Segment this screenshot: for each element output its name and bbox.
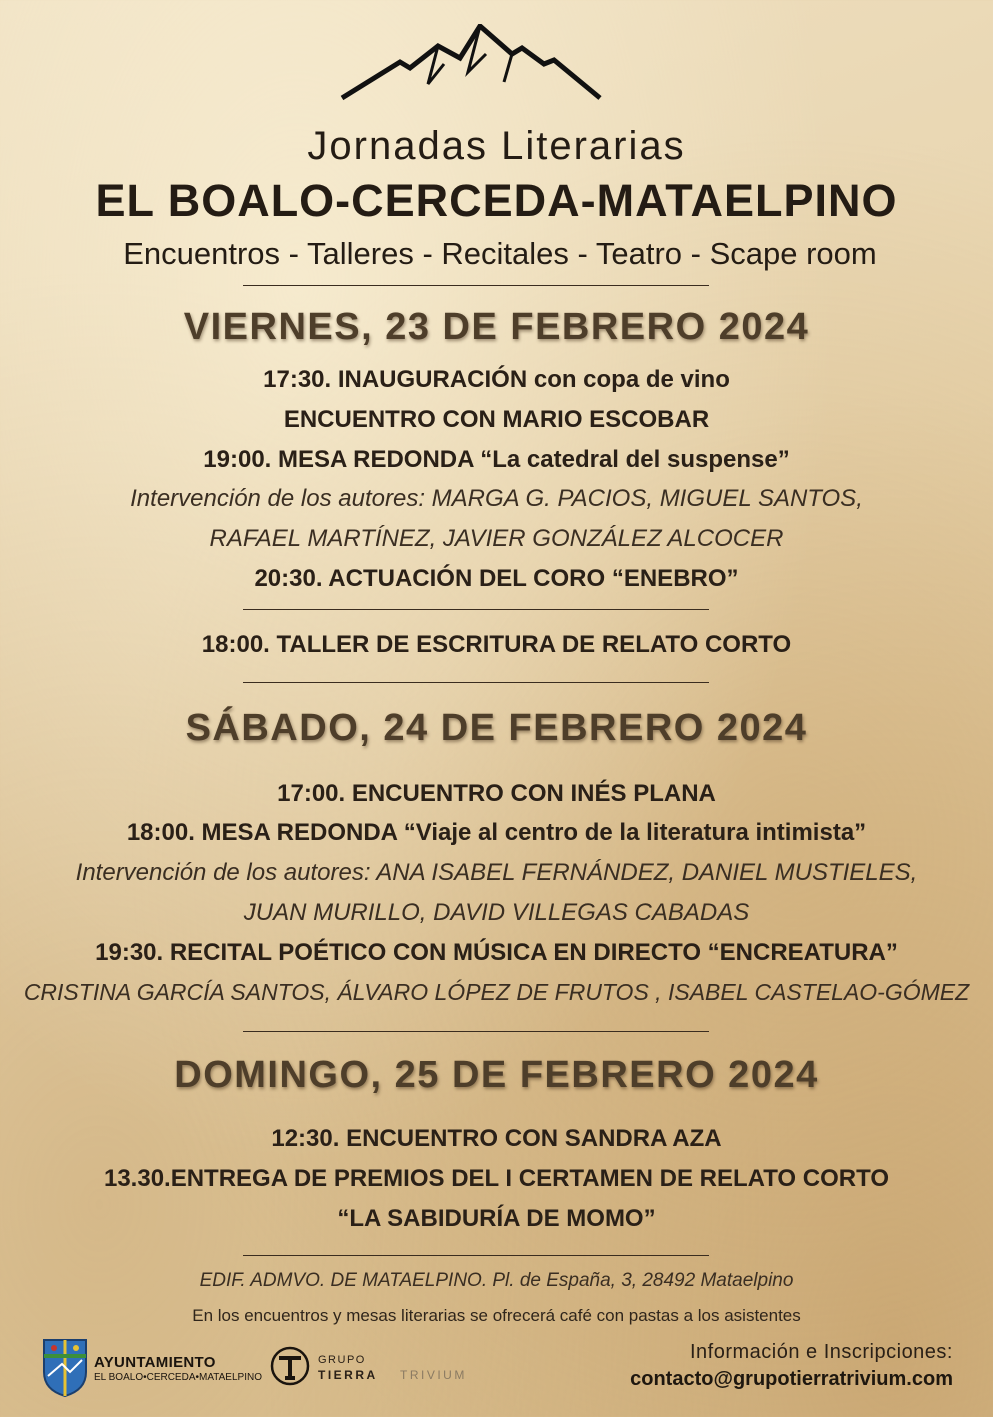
ayuntamiento-sublabel: EL BOALO•CERCEDA•MATAELPINO	[94, 1372, 262, 1383]
divider	[243, 609, 709, 610]
divider	[243, 682, 709, 683]
event-item: 12:30. ENCUENTRO CON SANDRA AZA	[271, 1125, 722, 1152]
info-label: Información e Inscripciones:	[689, 1341, 953, 1363]
event-title: EL BOALO-CERCEDA-MATAELPINO	[95, 175, 898, 226]
event-item: ENCUENTRO CON MARIO ESCOBAR	[283, 406, 710, 433]
event-item: 19:30. RECITAL POÉTICO CON MÚSICA EN DIRECTO “ENCREATURA”	[95, 939, 898, 966]
ayuntamiento-label: AYUNTAMIENTO	[94, 1354, 216, 1371]
contact-email[interactable]: contacto@grupotierratrivium.com	[630, 1368, 953, 1390]
day-heading-friday: VIERNES, 23 DE FEBRERO 2024	[183, 306, 810, 348]
coat-of-arms-icon	[40, 1336, 90, 1398]
event-authors: Intervención de los autores: MARGA G. PACIOS, MIGUEL SANTOS,	[130, 485, 863, 512]
event-item: 17:30. INAUGURACIÓN con copa de vino	[263, 366, 730, 393]
tierra-label: TIERRA	[318, 1368, 378, 1382]
event-item: “LA SABIDURÍA DE MOMO”	[337, 1205, 656, 1232]
day-heading-saturday: SÁBADO, 24 DE FEBRERO 2024	[185, 707, 808, 749]
event-authors: Intervención de los autores: ANA ISABEL FERNÁNDEZ, DANIEL MUSTIELES,	[75, 859, 918, 886]
trivium-label: TRIVIUM	[400, 1368, 467, 1382]
event-item: 19:00. MESA REDONDA “La catedral del suspense”	[203, 446, 790, 473]
grupo-label: GRUPO	[318, 1354, 366, 1366]
divider	[243, 285, 709, 286]
divider	[243, 1031, 709, 1032]
event-authors: CRISTINA GARCÍA SANTOS, ÁLVARO LÓPEZ DE FRUTOS , ISABEL CASTELAO-GÓMEZ	[23, 979, 970, 1005]
ayuntamiento-logo	[40, 1336, 262, 1400]
event-item: 13.30.ENTREGA DE PREMIOS DEL I CERTAMEN DE RELATO CORTO	[103, 1165, 889, 1192]
event-subtitle: Jornadas Literarias	[307, 124, 686, 168]
event-authors: RAFAEL MARTÍNEZ, JAVIER GONZÁLEZ ALCOCER	[209, 525, 784, 552]
t-letter-logo-icon	[270, 1346, 310, 1386]
event-item: 20:30. ACTUACIÓN DEL CORO “ENEBRO”	[254, 565, 739, 592]
divider	[243, 1255, 709, 1256]
mountain-logo-icon	[340, 24, 602, 102]
event-item: 18:00. MESA REDONDA “Viaje al centro de la literatura intimista”	[126, 819, 867, 846]
event-tags: Encuentros - Talleres - Recitales - Teatro - Scape room	[123, 236, 877, 271]
event-item: 18:00. TALLER DE ESCRITURA DE RELATO CORTO	[201, 631, 792, 658]
venue-address: EDIF. ADMVO. DE MATAELPINO. Pl. de España, 3, 28492 Mataelpino	[199, 1270, 794, 1291]
day-heading-sunday: DOMINGO, 25 DE FEBRERO 2024	[174, 1054, 819, 1096]
grupo-tierra-trivium-logo	[270, 1346, 470, 1394]
refreshments-note: En los encuentros y mesas literarias se ofrecerá café con pastas a los asistentes	[192, 1306, 801, 1325]
event-authors: JUAN MURILLO, DAVID VILLEGAS CABADAS	[243, 899, 750, 926]
event-item: 17:00. ENCUENTRO CON INÉS PLANA	[277, 780, 716, 807]
